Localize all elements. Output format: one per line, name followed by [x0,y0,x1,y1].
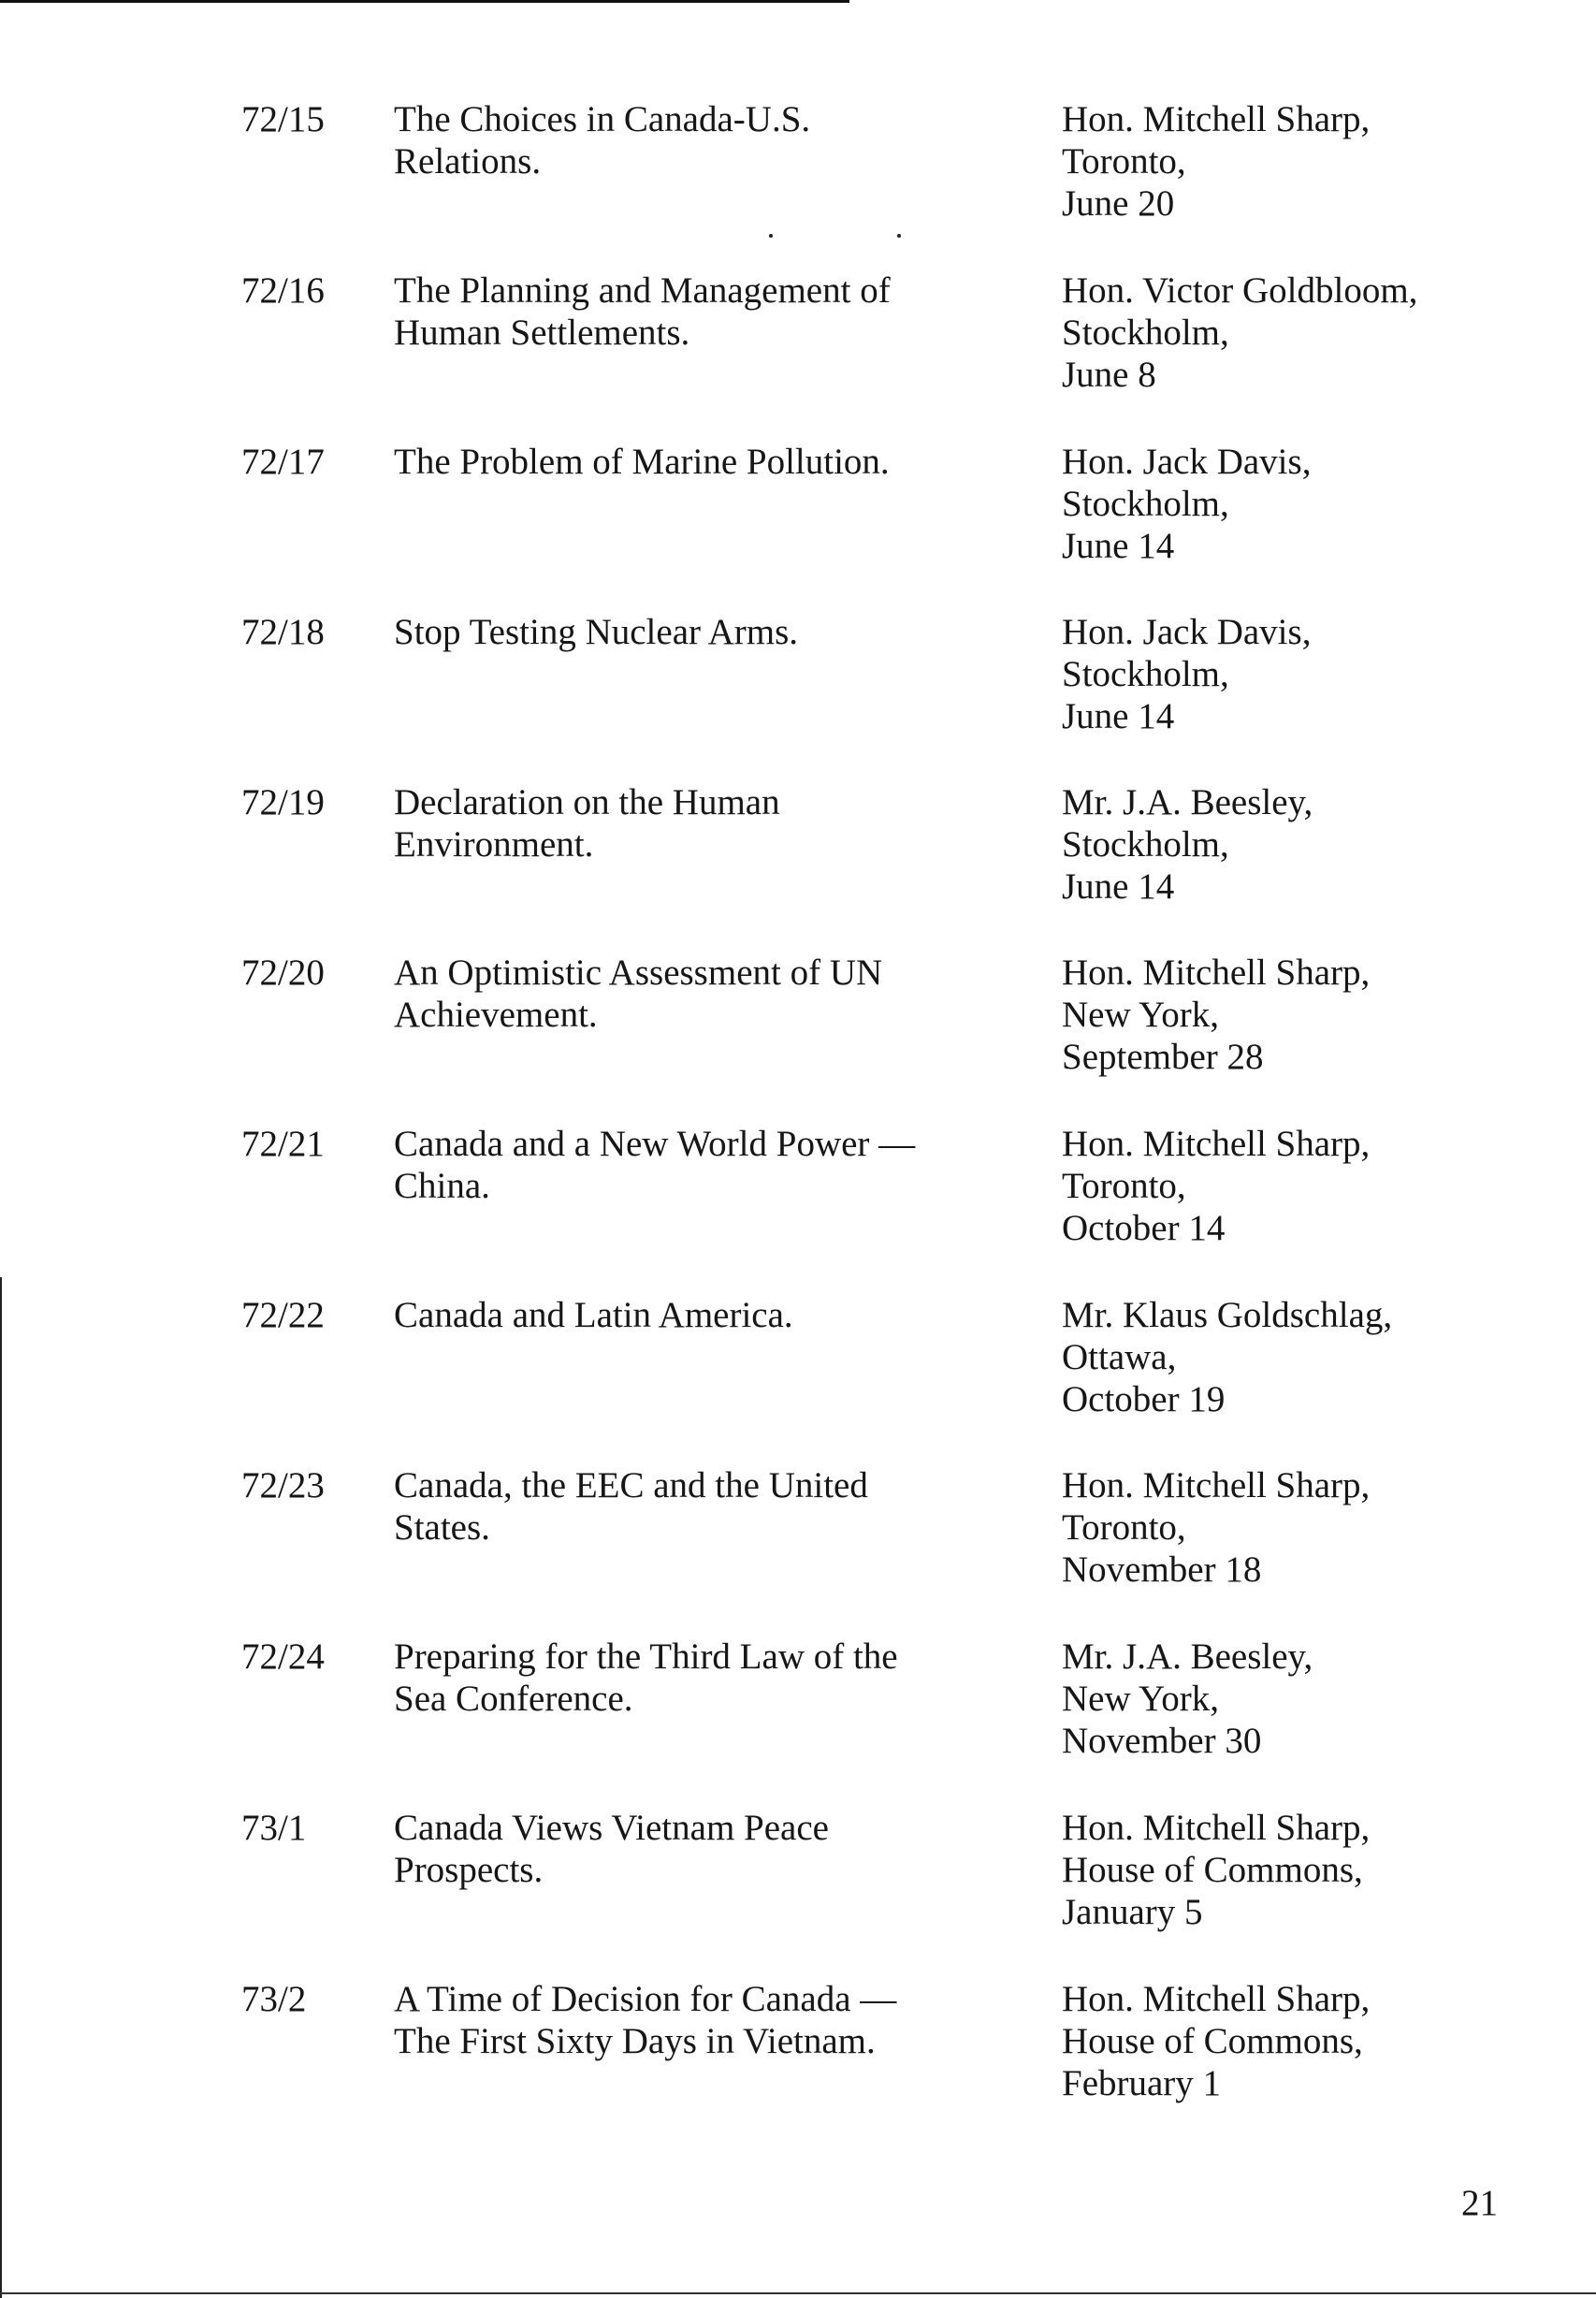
speech-number: 72/15 [241,99,325,139]
top-rule [0,0,849,3]
speech-number: 72/24 [241,1636,325,1677]
speech-title: The Planning and Management of Human Settlements. [394,270,891,353]
speech-number: 72/19 [241,782,325,822]
speech-title: Stop Testing Nuclear Arms. [394,612,799,652]
speaker-citation: Mr. J.A. Beesley, New York, November 30 [1062,1636,1313,1761]
speaker-citation: Mr. Klaus Goldschlag, Ottawa, October 19 [1062,1295,1393,1419]
speech-number: 73/2 [241,1979,307,2019]
speech-number: 72/17 [241,442,325,482]
speech-title: Preparing for the Third Law of the Sea Conference. [394,1636,898,1719]
speaker-citation: Hon. Victor Goldbloom, Stockholm, June 8 [1062,270,1418,395]
speech-title: The Problem of Marine Pollution. [394,442,890,482]
speaker-citation: Hon. Mitchell Sharp, House of Commons, January 5 [1062,1808,1371,1932]
speech-title: Canada and Latin America. [394,1295,793,1335]
speech-title: An Optimistic Assessment of UN Achievement. [394,953,883,1035]
ink-speck [897,234,901,238]
speech-title: Canada Views Vietnam Peace Prospects. [394,1808,829,1890]
speaker-citation: Mr. J.A. Beesley, Stockholm, June 14 [1062,782,1313,907]
speech-number: 72/21 [241,1124,325,1164]
speaker-citation: Hon. Mitchell Sharp, Toronto, October 14 [1062,1124,1371,1248]
speaker-citation: Hon. Mitchell Sharp, Toronto, June 20 [1062,99,1371,224]
speech-number: 72/16 [241,270,325,311]
speech-number: 72/20 [241,953,325,993]
speech-title: Canada and a New World Power — China. [394,1124,916,1206]
speaker-citation: Hon. Mitchell Sharp, New York, September 28 [1062,953,1371,1077]
speech-title: A Time of Decision for Canada — The First Sixty Days in Vietnam. [394,1979,897,2061]
speaker-citation: Hon. Mitchell Sharp, Toronto, November 18 [1062,1465,1371,1590]
speech-number: 72/22 [241,1295,325,1335]
page-edge-line [0,1277,2,2298]
speaker-citation: Hon. Jack Davis, Stockholm, June 14 [1062,612,1312,736]
speech-title: The Choices in Canada-U.S. Relations. [394,99,811,182]
speech-title: Declaration on the Human Environment. [394,782,780,865]
speech-number: 72/18 [241,612,325,652]
speaker-citation: Hon. Mitchell Sharp, House of Commons, February 1 [1062,1979,1371,2103]
speech-number: 72/23 [241,1465,325,1505]
speaker-citation: Hon. Jack Davis, Stockholm, June 14 [1062,442,1312,566]
ink-speck [769,234,773,238]
page-number: 21 [1461,2183,1498,2223]
speech-number: 73/1 [241,1808,307,1848]
bottom-rule [0,2292,1596,2294]
speech-title: Canada, the EEC and the United States. [394,1465,868,1548]
